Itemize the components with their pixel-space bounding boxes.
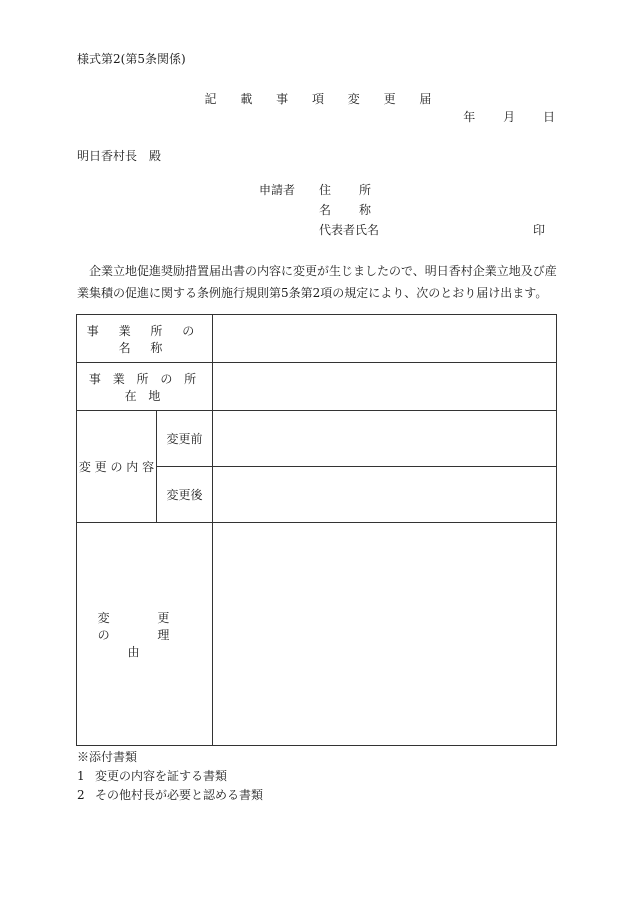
- date-day: 日: [542, 110, 555, 124]
- attachment-number: 2: [77, 788, 85, 802]
- attachment-number: 1: [77, 769, 85, 783]
- seal-mark: 印: [533, 223, 546, 237]
- attachments-title: ※添付書類: [77, 750, 138, 764]
- date-year: 年: [463, 110, 476, 124]
- addressee: 明日香村長 殿: [77, 149, 162, 163]
- after-field[interactable]: [213, 467, 557, 523]
- representative-label: 代表者氏名: [319, 223, 380, 237]
- name-label: 名称: [319, 203, 400, 217]
- row-reason: [77, 523, 557, 746]
- office-name-label: 事 業 所 の 名 称: [77, 315, 213, 363]
- attachment-text: その他村長が必要と認める書類: [95, 788, 264, 802]
- row-office-location: [77, 363, 557, 411]
- form-number: 様式第2(第5条関係): [77, 52, 186, 66]
- reason-field[interactable]: [213, 523, 557, 746]
- document-title-text: 記 載 事 項 変 更 届: [204, 92, 442, 106]
- office-location-label: 事 業 所 の 所 在 地: [77, 363, 213, 411]
- before-field[interactable]: [213, 411, 557, 467]
- attachment-item: [77, 770, 227, 782]
- change-content-label: 変 更 の 内 容: [77, 411, 157, 523]
- document-title: [0, 93, 630, 105]
- date-month: 月: [503, 110, 516, 124]
- reason-label: 変 更 の 理 由: [77, 523, 213, 746]
- office-location-field[interactable]: [213, 363, 557, 411]
- date-line: [463, 111, 555, 123]
- attachment-item: [77, 789, 263, 801]
- attachment-text: 変更の内容を証する書類: [95, 769, 228, 783]
- row-change-before: [77, 411, 557, 467]
- address-label: 住所: [319, 183, 400, 197]
- office-name-field[interactable]: [213, 315, 557, 363]
- body-paragraph: 企業立地促進奨励措置届出書の内容に変更が生じましたので、明日香村企業立地及び産業集積の促進に関する条例施行規則第5条第2項の規定により、次のとおり届け出ます。: [77, 264, 557, 300]
- change-form-table: [76, 314, 557, 746]
- after-label: 変更後: [157, 467, 213, 523]
- row-office-name: [77, 315, 557, 363]
- applicant-label: 申請者: [259, 183, 296, 197]
- before-label: 変更前: [157, 411, 213, 467]
